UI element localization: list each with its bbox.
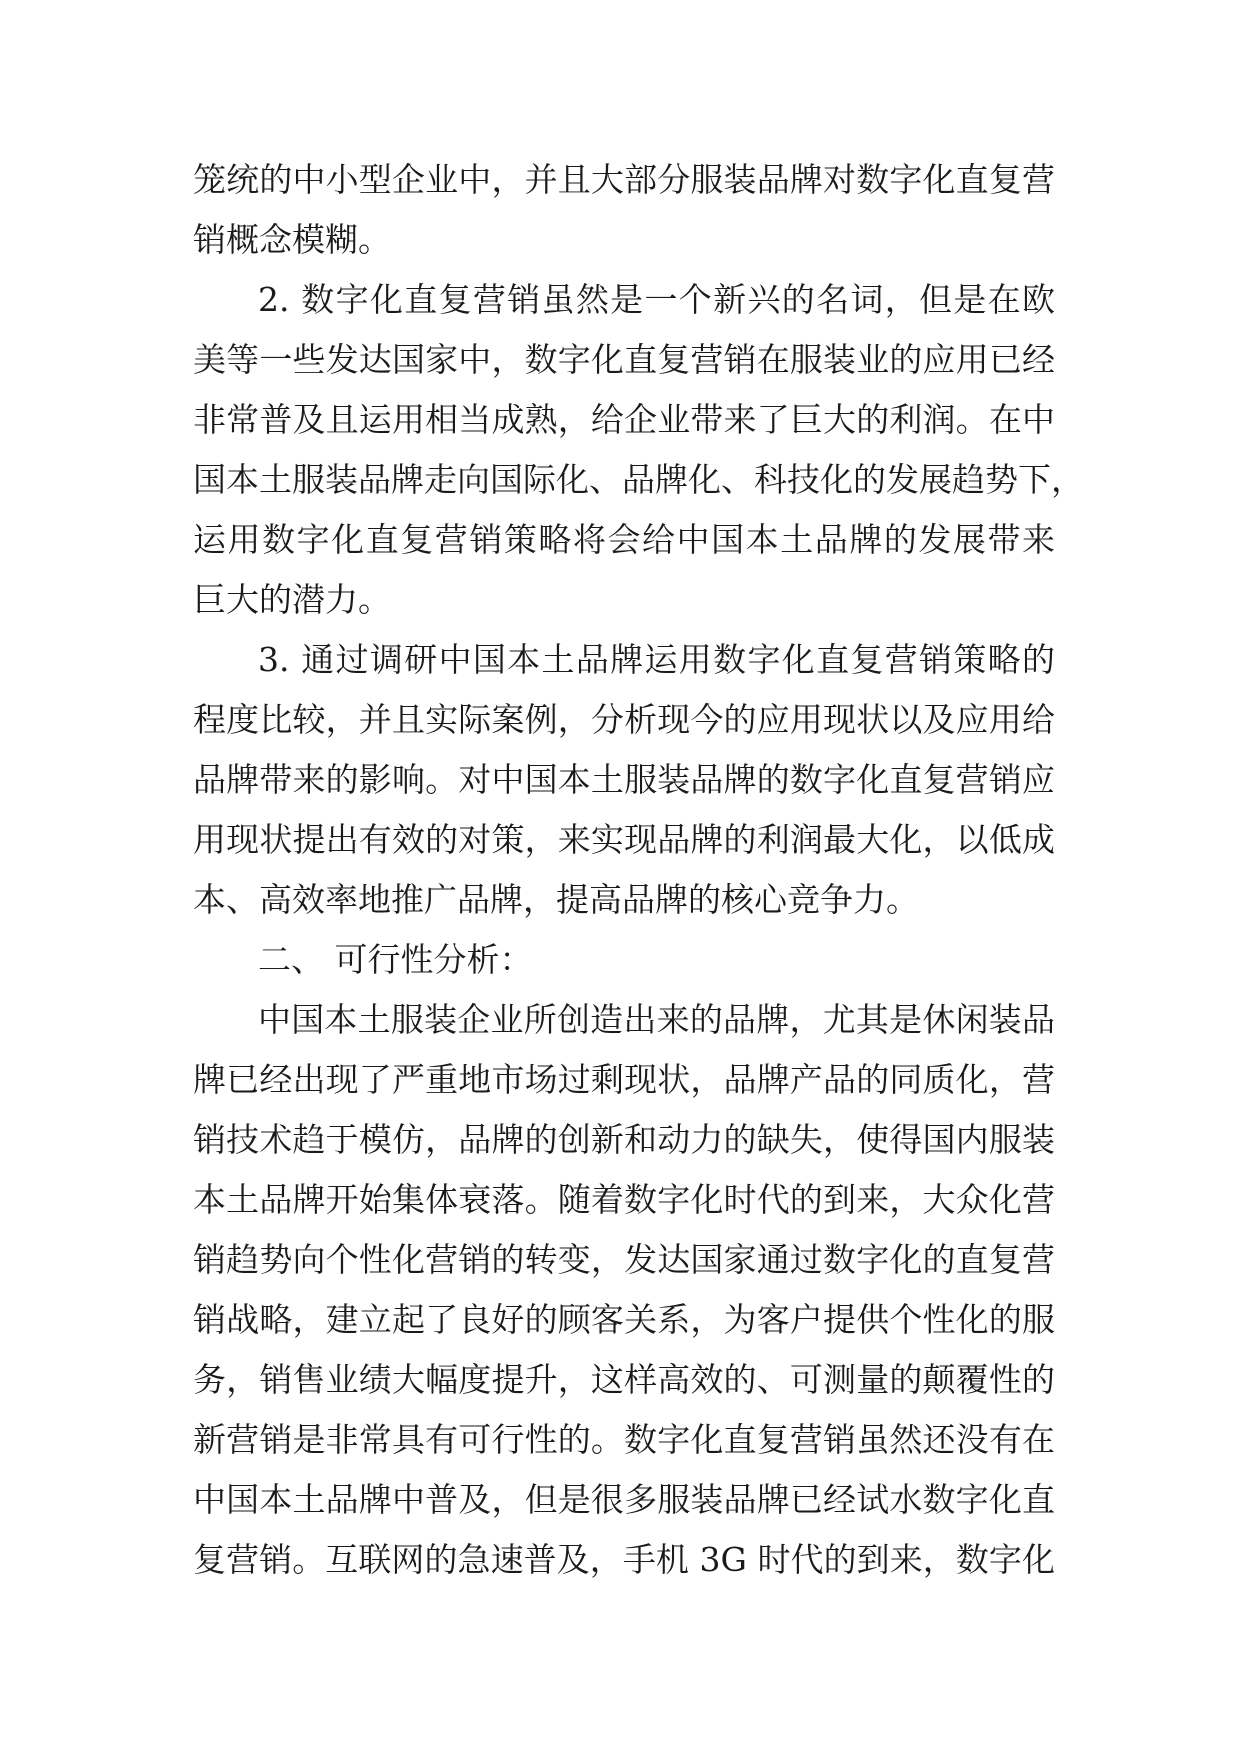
section-heading: 二、 可行性分析： [258, 940, 533, 979]
text-line: 中国本土品牌中普及，但是很多服装品牌已经试水数字化直 [193, 1480, 1055, 1519]
text-line: 新营销是非常具有可行性的。数字化直复营销虽然还没有在 [193, 1420, 1055, 1459]
text-line: 运用数字化直复营销策略将会给中国本土品牌的发展带来 [193, 520, 1055, 559]
text-line: 3. 通过调研中国本土品牌运用数字化直复营销策略的 [258, 640, 1055, 679]
text-line: 销战略，建立起了良好的顾客关系，为客户提供个性化的服 [193, 1300, 1055, 1339]
text-line: 巨大的潜力。 [193, 580, 391, 619]
text-line: 国本土服装品牌走向国际化、品牌化、科技化的发展趋势下， [193, 460, 1084, 499]
text-line: 本土品牌开始集体衰落。随着数字化时代的到来，大众化营 [193, 1180, 1055, 1219]
text-line: 中国本土服装企业所创造出来的品牌，尤其是休闲装品 [258, 1000, 1055, 1039]
text-line: 品牌带来的影响。对中国本土服装品牌的数字化直复营销应 [193, 760, 1055, 799]
text-line: 程度比较，并且实际案例，分析现今的应用现状以及应用给 [193, 700, 1055, 739]
text-line: 美等一些发达国家中，数字化直复营销在服装业的应用已经 [193, 340, 1055, 379]
text-line: 复营销。互联网的急速普及，手机 3G 时代的到来，数字化 [193, 1540, 1055, 1579]
text-line: 务，销售业绩大幅度提升，这样高效的、可测量的颠覆性的 [193, 1360, 1055, 1399]
text-line: 销趋势向个性化营销的转变，发达国家通过数字化的直复营 [193, 1240, 1055, 1279]
text-line: 非常普及且运用相当成熟，给企业带来了巨大的利润。在中 [193, 400, 1055, 439]
text-line: 笼统的中小型企业中，并且大部分服装品牌对数字化直复营 [193, 160, 1055, 199]
text-line: 2. 数字化直复营销虽然是一个新兴的名词，但是在欧 [258, 280, 1055, 319]
text-line: 牌已经出现了严重地市场过剩现状，品牌产品的同质化，营 [193, 1060, 1055, 1099]
text-line: 用现状提出有效的对策，来实现品牌的利润最大化，以低成 [193, 820, 1055, 859]
text-line: 销概念模糊。 [193, 220, 391, 259]
text-line: 销技术趋于模仿，品牌的创新和动力的缺失，使得国内服装 [193, 1120, 1055, 1159]
text-line: 本、高效率地推广品牌，提高品牌的核心竞争力。 [193, 880, 919, 919]
